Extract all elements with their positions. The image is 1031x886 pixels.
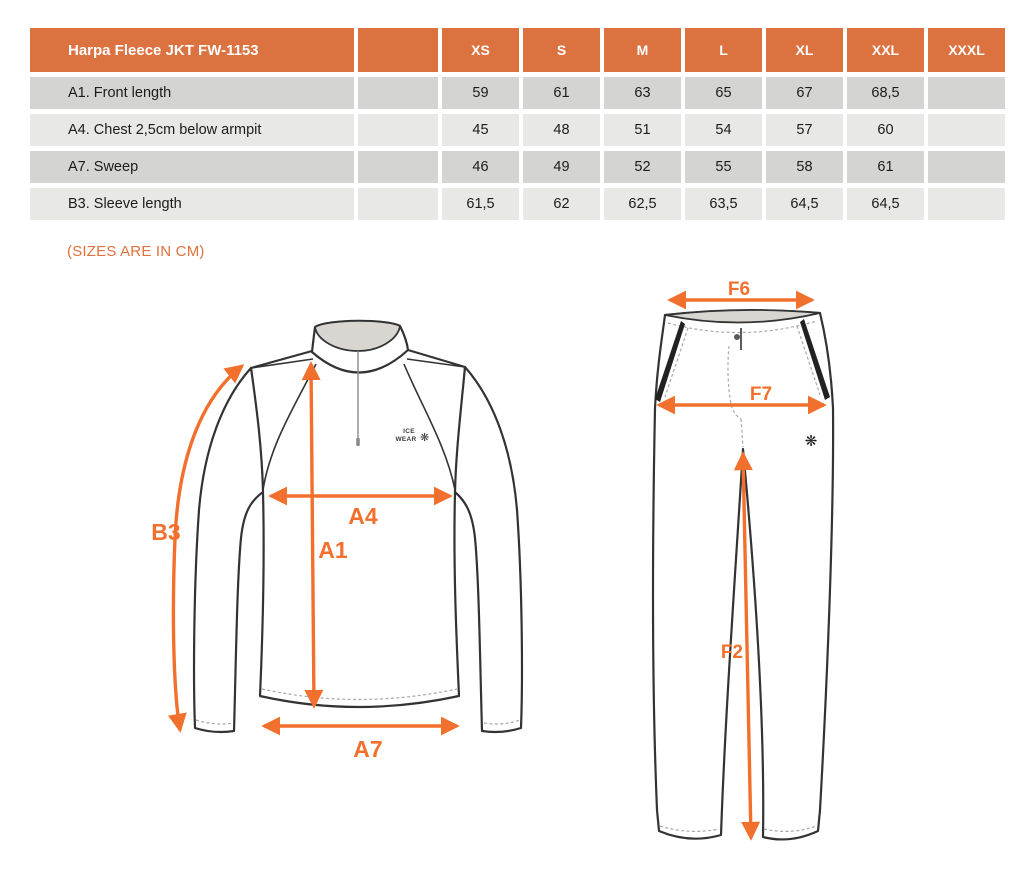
a7-label: A7 <box>353 736 383 762</box>
size-value: 46 <box>442 151 519 183</box>
pants-diagram <box>640 278 850 858</box>
row-label: A7. Sweep <box>30 151 354 183</box>
waist-button <box>734 334 740 340</box>
size-value: 63,5 <box>685 188 762 220</box>
size-value: 61,5 <box>442 188 519 220</box>
size-value: 68,5 <box>847 77 924 109</box>
table-header-spacer <box>358 28 438 72</box>
size-value <box>928 151 1005 183</box>
row-spacer <box>358 188 438 220</box>
table-title: Harpa Fleece JKT FW-1153 <box>30 28 354 72</box>
f7-label: F7 <box>749 384 773 405</box>
size-header-xxl: XXL <box>847 28 924 72</box>
row-label: B3. Sleeve length <box>30 188 354 220</box>
size-value: 62 <box>523 188 600 220</box>
row-spacer <box>358 114 438 146</box>
b3-label: B3 <box>151 519 181 545</box>
jacket-sleeve-left <box>194 368 263 732</box>
row-spacer <box>358 151 438 183</box>
size-value: 51 <box>604 114 681 146</box>
pants-snowflake-icon: ❋ <box>804 433 818 450</box>
units-note: (SIZES ARE IN CM) <box>67 243 205 260</box>
size-header-l: L <box>685 28 762 72</box>
a1-label: A1 <box>318 537 348 563</box>
size-header-m: M <box>604 28 681 72</box>
size-value: 65 <box>685 77 762 109</box>
row-label: A4. Chest 2,5cm below armpit <box>30 114 354 146</box>
size-value <box>928 188 1005 220</box>
row-label: A1. Front length <box>30 77 354 109</box>
size-header-s: S <box>523 28 600 72</box>
pants-body <box>653 310 833 839</box>
size-header-xl: XL <box>766 28 843 72</box>
size-value: 57 <box>766 114 843 146</box>
row-spacer <box>358 77 438 109</box>
zipper-pull <box>356 438 360 446</box>
size-value: 49 <box>523 151 600 183</box>
size-value: 48 <box>523 114 600 146</box>
size-value: 52 <box>604 151 681 183</box>
size-value: 67 <box>766 77 843 109</box>
logo-snowflake-icon: ❋ <box>420 432 430 444</box>
size-value: 55 <box>685 151 762 183</box>
jacket-diagram <box>130 280 550 800</box>
size-value: 64,5 <box>766 188 843 220</box>
size-value: 59 <box>442 77 519 109</box>
size-value: 60 <box>847 114 924 146</box>
size-value: 61 <box>847 151 924 183</box>
size-value: 45 <box>442 114 519 146</box>
size-table <box>30 28 1005 220</box>
f6-label: F6 <box>727 279 751 300</box>
size-header-xs: XS <box>442 28 519 72</box>
size-value: 61 <box>523 77 600 109</box>
jacket-sleeve-right <box>455 367 522 732</box>
size-value: 58 <box>766 151 843 183</box>
svg-text:ICE: ICE <box>403 428 415 435</box>
a4-label: A4 <box>348 503 378 529</box>
size-header-xxxl: XXXL <box>928 28 1005 72</box>
svg-text:WEAR: WEAR <box>395 436 417 443</box>
size-value <box>928 77 1005 109</box>
size-value: 63 <box>604 77 681 109</box>
size-value: 64,5 <box>847 188 924 220</box>
size-value: 62,5 <box>604 188 681 220</box>
f2-label: F2 <box>720 642 743 663</box>
size-value: 54 <box>685 114 762 146</box>
size-value <box>928 114 1005 146</box>
